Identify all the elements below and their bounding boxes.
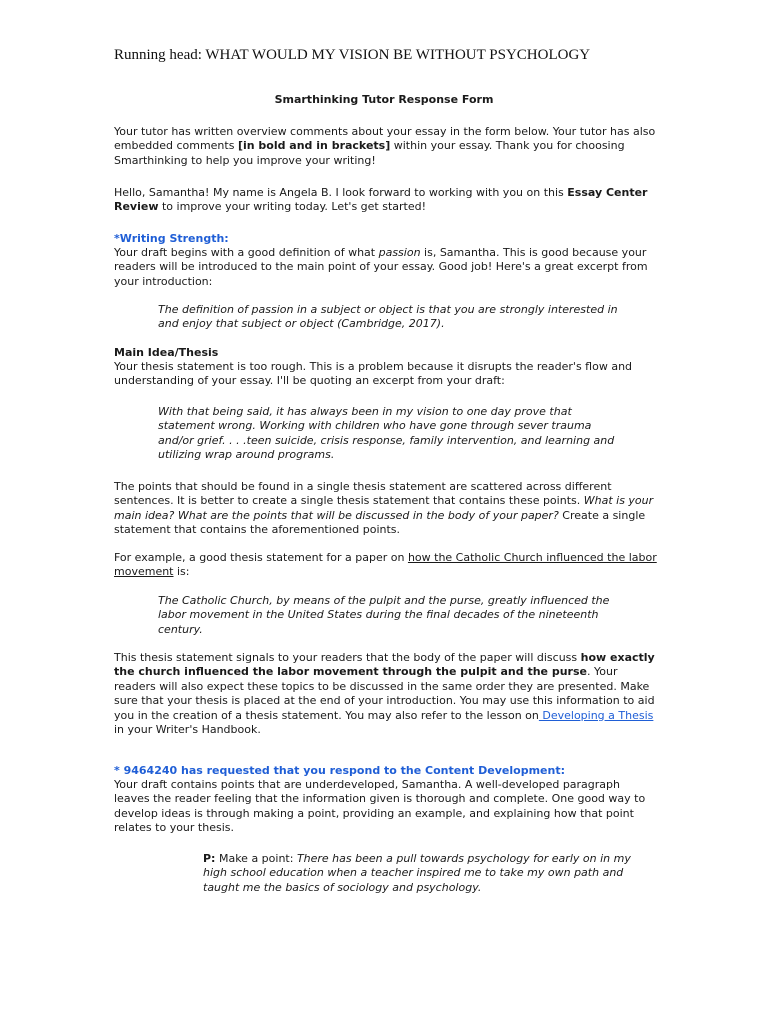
- thesis-signal-paragraph: This thesis statement signals to your readers that the body of the paper will discuss how exactly the church influenced the labor movement through the pulpit and the purse. Your readers will also expect these topics to be discussed in the same order they are presented. Make sure that your thesis is placed at the end of your introduction. You may use this information to aid you in the creation of a thesis statement. You may also refer to the lesson on Developing a Thesis in your Writer's Handbook.: [114, 651, 655, 737]
- scattered-points-paragraph: The points that should be found in a single thesis statement are scattered across different sentences. It is better to create a single thesis statement that contains these points. What is your main idea? What are the points that will be discussed in the body of your paper? Create a single statement that contains the aforementioned points.: [114, 480, 654, 537]
- review-type: Essay Center Review: [114, 186, 648, 214]
- main-idea-heading: Main Idea/Thesis: [114, 346, 219, 359]
- greeting-paragraph: Hello, Samantha! My name is Angela B. I look forward to working with you on this Essay Center Review to improve your writing today. Let's get started!: [114, 186, 648, 214]
- writing-strength-paragraph: Your draft begins with a good definition of what passion is, Samantha. This is good because your readers will be introduced to the main point of your essay. Good job! Here's a great excerpt from your introduction:: [114, 246, 648, 288]
- content-development-paragraph: Your draft contains points that are underdeveloped, Samantha. A well-developed paragraph leaves the reader feeling that the information given is thorough and complete. One good way to develop ideas is through making a point, providing an example, and explaining how that point relates to your thesis.: [114, 778, 646, 835]
- make-a-point-paragraph: P: Make a point: There has been a pull towards psychology for early on in my high school education when a teacher inspired me to take my own path and taught me the basics of sociology and psychology.: [203, 852, 631, 894]
- thesis-paragraph: Your thesis statement is too rough. This is a problem because it disrupts the reader's flow and understanding of your essay. I'll be quoting an excerpt from your draft:: [114, 360, 633, 388]
- developing-thesis-link[interactable]: Developing a Thesis: [538, 708, 654, 722]
- writing-strength-heading: *Writing Strength:: [114, 232, 229, 245]
- draft-excerpt-quote: With that being said, it has always been in my vision to one day prove that statement wrong. Working with children who have gone through sever trauma and/or grief. . . .teen suicide, crisis response, family intervention, and learning and utilizing wrap around programs.: [158, 405, 615, 462]
- page-title: Smarthinking Tutor Response Form: [274, 93, 494, 106]
- point-label: P:: [203, 852, 216, 865]
- bold-bracket-note: [in bold and in brackets]: [237, 139, 391, 153]
- example-paragraph: For example, a good thesis statement for a paper on how the Catholic Church influenced the labor movement is:: [114, 551, 657, 579]
- intro-paragraph: Your tutor has written overview comments about your essay in the form below. Your tutor has also embedded comments [in bold and in brackets] within your essay. Thank you for choosing Smarthinking to help you improve your writing!: [114, 125, 656, 167]
- example-thesis-quote: The Catholic Church, by means of the pulpit and the purse, greatly influenced the labor movement in the United States during the final decades of the nineteenth century.: [158, 594, 610, 636]
- intro-excerpt-quote: The definition of passion in a subject or object is that you are strongly interested in and enjoy that subject or object (Cambridge, 2017).: [158, 303, 618, 331]
- content-development-heading: * 9464240 has requested that you respond to the Content Development:: [114, 764, 565, 777]
- running-head: Running head: WHAT WOULD MY VISION BE WITHOUT PSYCHOLOGY: [114, 47, 591, 63]
